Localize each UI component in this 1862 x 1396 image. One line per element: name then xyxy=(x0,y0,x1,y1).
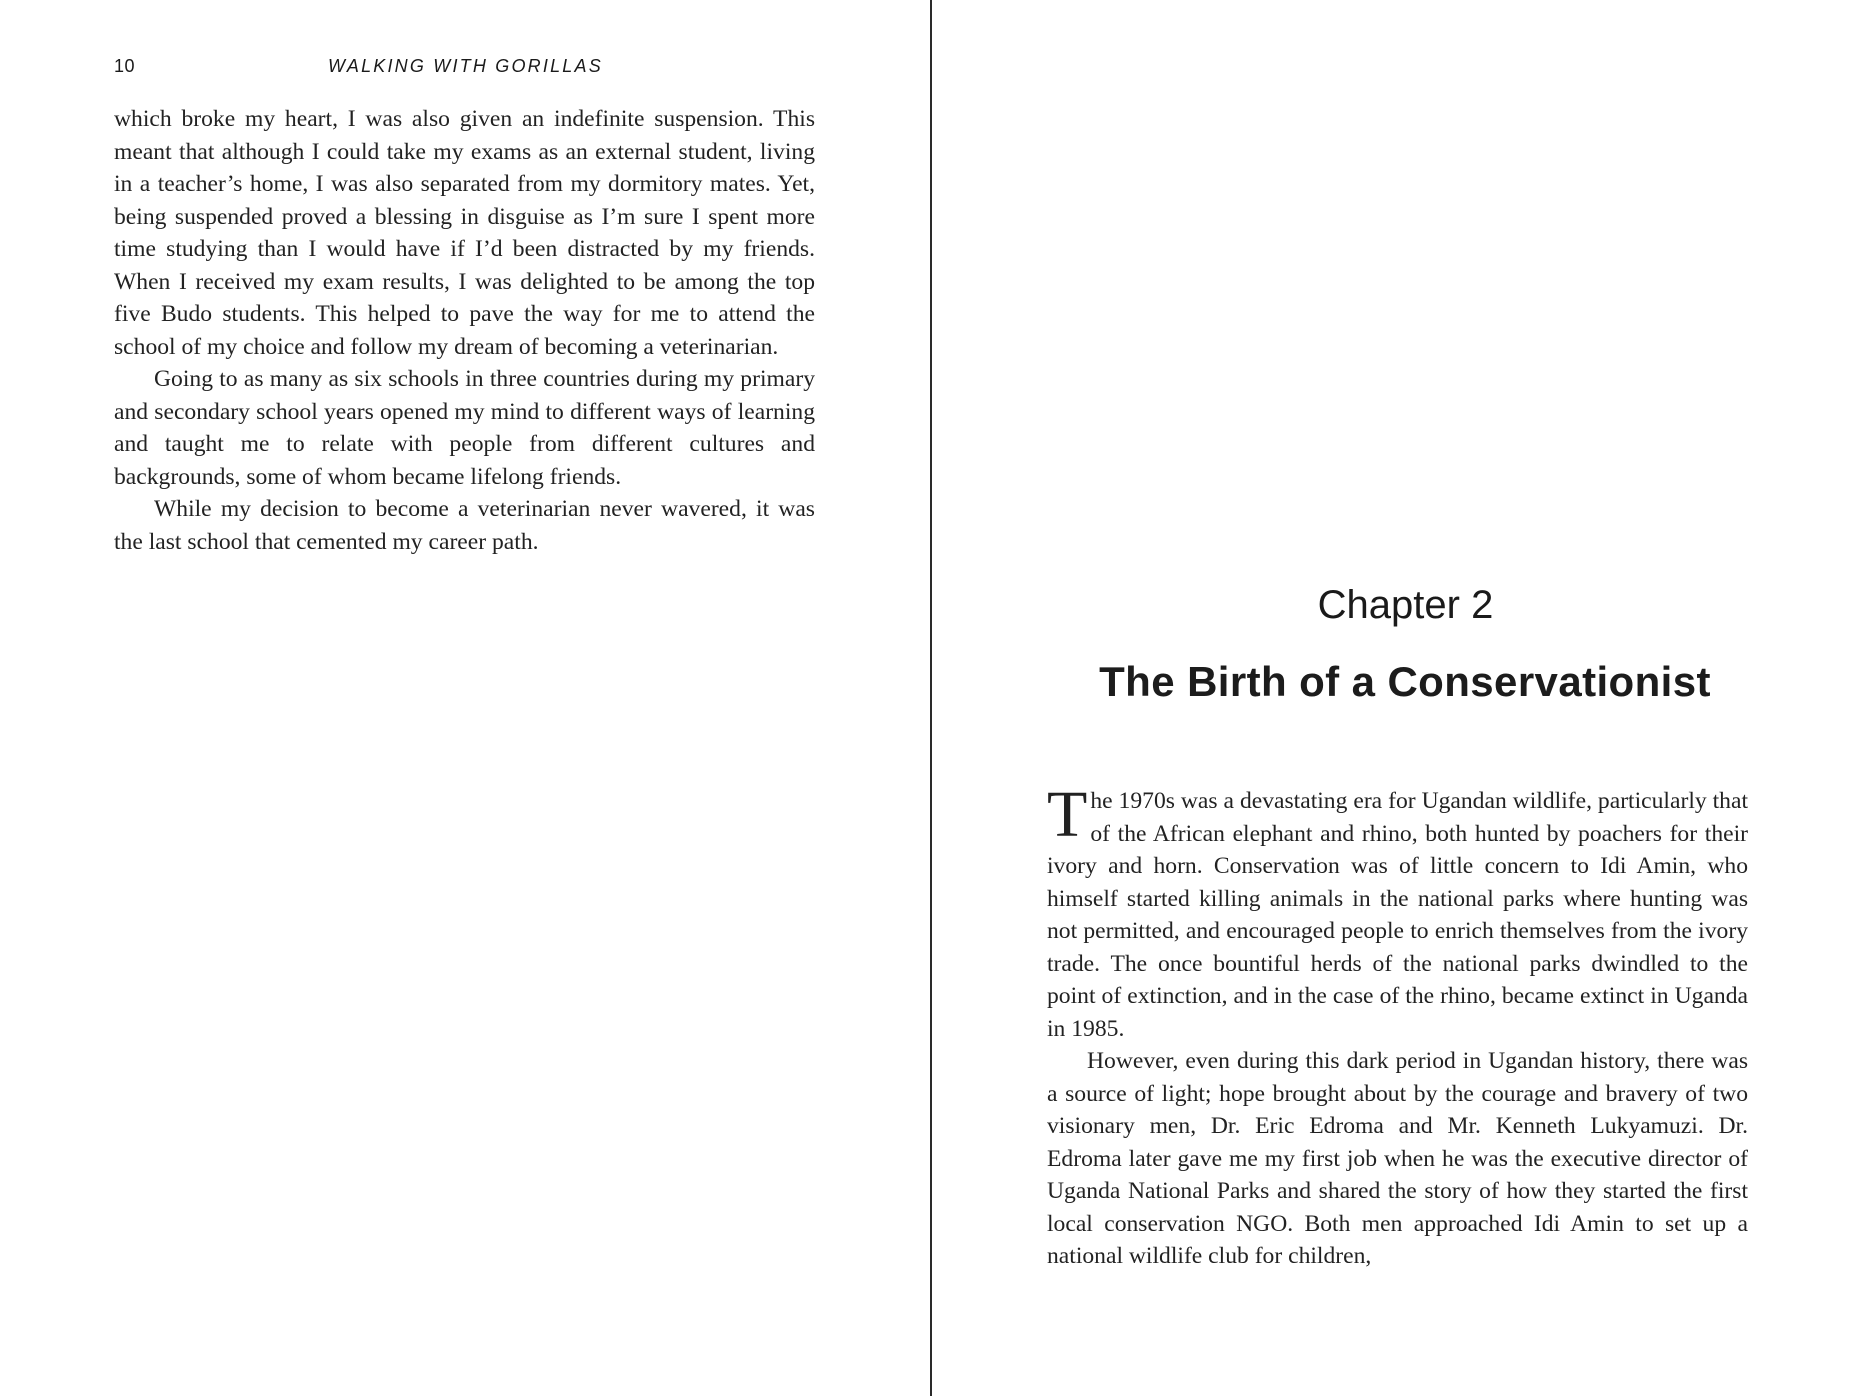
right-page xyxy=(932,0,1862,1396)
chapter-number xyxy=(932,583,1862,628)
page-number: 10 xyxy=(114,56,136,76)
paragraph-text: he 1970s was a devastating era for Ugandan wildlife, particularly that of the African elephant and rhino, both hunted by poachers for their ivory and horn. Conservation was of little concern to Idi Amin, who himself started killing animals in the national parks where hunting was not permitted, and encouraged people to enrich themselves from the ivory trade. The once bountiful herds of the national parks dwindled to the point of extinction, and in the case of the rhino, became extinct in Uganda in 1985. xyxy=(1047,788,1748,1042)
chapter-title-text: The Birth of a Conservationist xyxy=(1099,658,1711,705)
right-body-text xyxy=(1047,778,1748,1273)
book-title-header: WALKING WITH GORILLAS xyxy=(328,56,603,76)
paragraph: Going to as many as six schools in three countries during my primary and secondary school years opened my mind to different ways of learning and taught me to relate with people from different cultures and backgrounds, some of whom became lifelong friends. xyxy=(114,366,815,490)
drop-cap: T xyxy=(1047,778,1088,851)
paragraph: which broke my heart, I was also given an indefinite suspension. This meant that although I could take my exams as an external student, living in a teacher’s home, I was also separated from my dormitory mates. Yet, being suspended proved a blessing in disguise as I’m sure I spent more time studying than I would have if I’d been distracted by my friends. When I received my exam results, I was delighted to be among the top five Budo students. This helped to pave the way for me to attend the school of my choice and follow my dream of becoming a veterinarian. xyxy=(114,106,815,360)
left-body-text xyxy=(114,103,815,558)
chapter-number-text: Chapter 2 xyxy=(1317,583,1494,627)
paragraph: While my decision to become a veterinarian never wavered, it was the last school that cemented my career path. xyxy=(114,496,815,555)
paragraph: However, even during this dark period in Ugandan history, there was a source of light; hope brought about by the courage and bravery of two visionary men, Dr. Eric Edroma and Mr. Kenneth Lukyamuzi. Dr. Edroma later gave me my first job when he was the executive director of Uganda National Parks and shared the story of how they started the first local conservation NGO. Both men approached Idi Amin to set up a national wildlife club for children, xyxy=(1047,1048,1748,1269)
left-page xyxy=(0,0,930,1396)
chapter-title xyxy=(932,658,1862,706)
opening-paragraph xyxy=(1047,778,1748,1045)
